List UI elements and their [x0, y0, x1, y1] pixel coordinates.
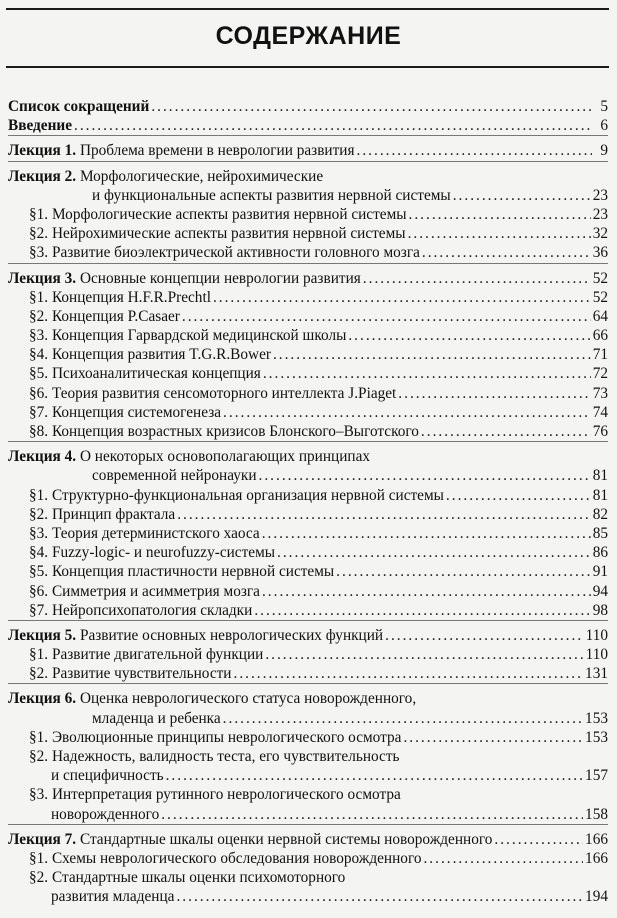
section-divider [8, 683, 608, 684]
toc-entry-title: §2. Концепция P.Casaer [29, 307, 180, 325]
toc-subentry[interactable] [8, 868, 608, 887]
toc-page-number: 23 [592, 186, 608, 204]
toc-entry-title: §1. Структурно-функциональная организация нервной системы [29, 486, 444, 504]
toc-page-number: 166 [585, 849, 608, 867]
toc-entry-lecture-4[interactable] [8, 447, 608, 466]
toc-subentry[interactable] [8, 505, 608, 524]
toc-entry-title: §1. Развитие двигательной функции [29, 646, 264, 664]
lecture-label: Лекция 5. [8, 626, 77, 644]
toc-page-number: 82 [592, 505, 608, 523]
toc-entry-introduction[interactable] [8, 116, 608, 135]
toc-entry-title: §6. Симметрия и асимметрия мозга [29, 582, 260, 600]
dot-leader [348, 326, 590, 345]
toc-entry-lecture-5[interactable] [8, 626, 608, 645]
toc-page-number: 86 [592, 544, 608, 562]
dot-leader [398, 384, 590, 403]
dot-leader [423, 849, 583, 868]
toc-entry-title: §1. Эволюционные принципы неврологического осмотра [29, 728, 402, 746]
dot-leader [151, 97, 592, 116]
toc-page-number: 153 [585, 709, 608, 727]
toc-subentry[interactable] [8, 728, 608, 747]
toc-subentry[interactable] [8, 403, 608, 422]
toc-page-number: 94 [592, 582, 608, 600]
section-divider [8, 824, 608, 825]
dot-leader [408, 224, 591, 243]
toc-entry-lecture-6-cont[interactable] [8, 709, 608, 728]
toc-subentry[interactable] [8, 345, 608, 364]
toc-subentry[interactable] [8, 384, 608, 403]
section-divider [8, 620, 608, 621]
toc-entry-title: §7. Нейропсихопатология складки [29, 601, 253, 619]
dot-leader [446, 486, 591, 505]
section-divider [8, 441, 608, 442]
toc-page-number: 81 [592, 486, 608, 504]
toc-subentry[interactable] [8, 224, 608, 243]
toc-subentry[interactable] [8, 288, 608, 307]
toc-entry-title: §4. Fuzzy-logic- и neurofuzzy-системы [29, 544, 276, 562]
toc-subentry-cont[interactable] [8, 887, 608, 906]
toc-entry-title: новорожденного [51, 805, 160, 823]
toc-subentry[interactable] [8, 364, 608, 383]
section-divider [8, 263, 608, 264]
toc-entry-title: §2. Надежность, валидность теста, его чувствительность [29, 748, 400, 765]
toc-entry-title: и функциональные аспекты развития нервной системы [92, 186, 451, 204]
toc-entry-title: Основные концепции неврологии развития [79, 269, 361, 287]
toc-entry-title: Введение [8, 117, 72, 135]
toc-entry-lecture-2-cont[interactable] [8, 186, 608, 205]
dot-leader [494, 830, 583, 849]
toc-entry-title: §8. Концепция возрастных кризисов Блонского–Выготского [29, 423, 419, 440]
dot-leader [177, 505, 591, 524]
toc-subentry[interactable] [8, 307, 608, 326]
dot-leader [421, 422, 591, 441]
toc-page-number: 5 [600, 98, 608, 115]
dot-leader [403, 728, 583, 747]
dot-leader [277, 543, 591, 562]
dot-leader [357, 141, 592, 160]
toc-page-number: 166 [585, 830, 608, 848]
toc-entry-lecture-7[interactable] [8, 830, 608, 849]
toc-page-number: 98 [592, 601, 608, 619]
toc-page-number: 91 [592, 563, 608, 581]
toc-entry-title: развития младенца [51, 888, 175, 906]
toc-subentry[interactable] [8, 326, 608, 345]
section-divider [8, 135, 608, 136]
toc-entry-title: §7. Концепция системогенеза [29, 403, 222, 421]
toc-entry-title: §1. Концепция H.F.R.Prechtl [29, 288, 211, 306]
toc-entry-title: §5. Концепция пластичности нервной системы [29, 563, 335, 581]
toc-entry-title: §5. Психоаналитическая концепция [29, 365, 261, 383]
dot-leader [259, 466, 591, 485]
toc-subentry[interactable] [8, 601, 608, 620]
toc-subentry[interactable] [8, 486, 608, 505]
lecture-label: Лекция 2. [8, 167, 77, 185]
toc-page-number: 76 [592, 423, 608, 440]
toc-entry-title: Стандартные шкалы оценки нервной системы новорожденного [79, 830, 493, 848]
toc-subentry[interactable] [8, 205, 608, 224]
toc-subentry[interactable] [8, 747, 608, 766]
toc-page-number: 73 [592, 384, 608, 402]
toc-entry-title: младенца и ребенка [92, 709, 221, 727]
lecture-label: Лекция 4. [8, 448, 77, 466]
dot-leader [254, 601, 590, 620]
toc-subentry[interactable] [8, 664, 608, 683]
toc-page-number: 23 [592, 205, 608, 223]
toc-page-number: 85 [592, 524, 608, 542]
toc-subentry[interactable] [8, 524, 608, 543]
dot-leader [336, 562, 591, 581]
page-title: СОДЕРЖАНИЕ [215, 22, 402, 50]
toc-entry-title: Морфологические, нейрохимические [79, 167, 324, 185]
toc-subentry[interactable] [8, 645, 608, 664]
toc-entry-lecture-6[interactable] [8, 689, 608, 708]
dot-leader [166, 766, 583, 785]
toc-entry-lecture-2[interactable] [8, 167, 608, 186]
dot-leader [161, 805, 583, 824]
toc-entry-lecture-4-cont[interactable] [8, 466, 608, 485]
toc-page-number: 153 [585, 728, 608, 746]
toc-page-number: 157 [585, 767, 608, 785]
toc-subentry-cont[interactable] [8, 805, 608, 824]
toc-page-number: 72 [592, 365, 608, 383]
toc-subentry[interactable] [8, 243, 608, 262]
toc-entry-title: §2. Нейрохимические аспекты развития нервной системы [29, 225, 406, 243]
toc-entry-title: современной нейронауки [92, 467, 257, 485]
toc-subentry[interactable] [8, 562, 608, 581]
dot-leader [223, 709, 583, 728]
dot-leader [182, 307, 591, 326]
toc-entry-title: §1. Схемы неврологического обследования новорожденного [29, 849, 422, 867]
toc-page-number: 32 [592, 225, 608, 243]
toc-entry-abbreviations[interactable] [8, 97, 608, 116]
dot-leader [223, 403, 591, 422]
toc-page-number: 71 [592, 346, 608, 364]
toc-entry-title: Оценка неврологического статуса новорожденного, [79, 690, 417, 708]
section-divider [8, 161, 608, 162]
toc-subentry[interactable] [8, 849, 608, 868]
toc-page-number: 52 [592, 269, 608, 287]
toc-entry-title: §3. Интерпретация рутинного неврологического осмотра [29, 786, 401, 804]
toc-entry-title: §3. Концепция Гарвардской медицинской школы [29, 327, 347, 345]
toc-page-number: 64 [592, 307, 608, 325]
toc-page-number: 9 [600, 142, 608, 160]
toc-page-number: 6 [600, 117, 608, 135]
toc-entry-title: О некоторых основополагающих принципах [79, 448, 371, 466]
toc-subentry[interactable] [8, 582, 608, 601]
dot-leader [363, 269, 591, 288]
toc-entry-title: Проблема времени в неврологии развития [79, 142, 355, 160]
toc-page-number: 194 [585, 888, 608, 906]
toc-subentry-cont[interactable] [8, 766, 608, 785]
dot-leader [176, 887, 583, 906]
toc-page-number: 81 [592, 467, 608, 485]
dot-leader [385, 626, 583, 645]
toc-entry-title: §2. Развитие чувствительности [29, 665, 232, 683]
title-rule [6, 66, 609, 68]
toc-subentry[interactable] [8, 785, 608, 804]
toc-entry-title: Список сокращений [8, 98, 150, 115]
toc-page-number: 74 [592, 403, 608, 421]
toc-entry-title: §6. Теория развития сенсомоторного интеллекта J.Piaget [29, 384, 397, 402]
dot-leader [262, 582, 591, 601]
dot-leader [262, 524, 591, 543]
dot-leader [409, 205, 591, 224]
lecture-label: Лекция 6. [8, 690, 77, 708]
toc-entry-title: §4. Концепция развития T.G.R.Bower [29, 346, 271, 364]
dot-leader [74, 116, 592, 135]
toc-subentry[interactable] [8, 422, 608, 441]
lecture-label: Лекция 7. [8, 830, 77, 848]
toc-page-number: 36 [592, 244, 608, 262]
toc-entry-title: Развитие основных неврологических функций [79, 626, 384, 644]
dot-leader [263, 364, 591, 383]
toc-page-number: 158 [585, 805, 608, 823]
toc-entry-title: и специфичность [51, 767, 164, 785]
toc-page-number: 110 [585, 626, 608, 644]
dot-leader [234, 664, 584, 683]
table-of-contents [8, 97, 608, 907]
dot-leader [213, 288, 591, 307]
toc-entry-lecture-1[interactable] [8, 141, 608, 160]
top-rule [6, 8, 609, 10]
toc-page-number: 52 [592, 288, 608, 306]
toc-page-number: 131 [585, 665, 608, 683]
toc-entry-title: §3. Теория детерминистского хаоса [29, 524, 260, 542]
lecture-label: Лекция 1. [8, 142, 77, 160]
toc-entry-title: §2. Принцип фрактала [29, 505, 176, 523]
dot-leader [453, 186, 591, 205]
toc-subentry[interactable] [8, 543, 608, 562]
toc-entry-title: §3. Развитие биоэлектрической активности головного мозга [29, 244, 420, 262]
toc-page-number: 110 [585, 646, 608, 664]
dot-leader [273, 345, 591, 364]
toc-page-number: 66 [592, 327, 608, 345]
toc-entry-title: §2. Стандартные шкалы оценки психомоторного [29, 869, 346, 887]
dot-leader [265, 645, 583, 664]
lecture-label: Лекция 3. [8, 269, 77, 287]
dot-leader [422, 243, 591, 262]
toc-entry-title: §1. Морфологические аспекты развития нервной системы [29, 205, 407, 223]
toc-entry-lecture-3[interactable] [8, 269, 608, 288]
